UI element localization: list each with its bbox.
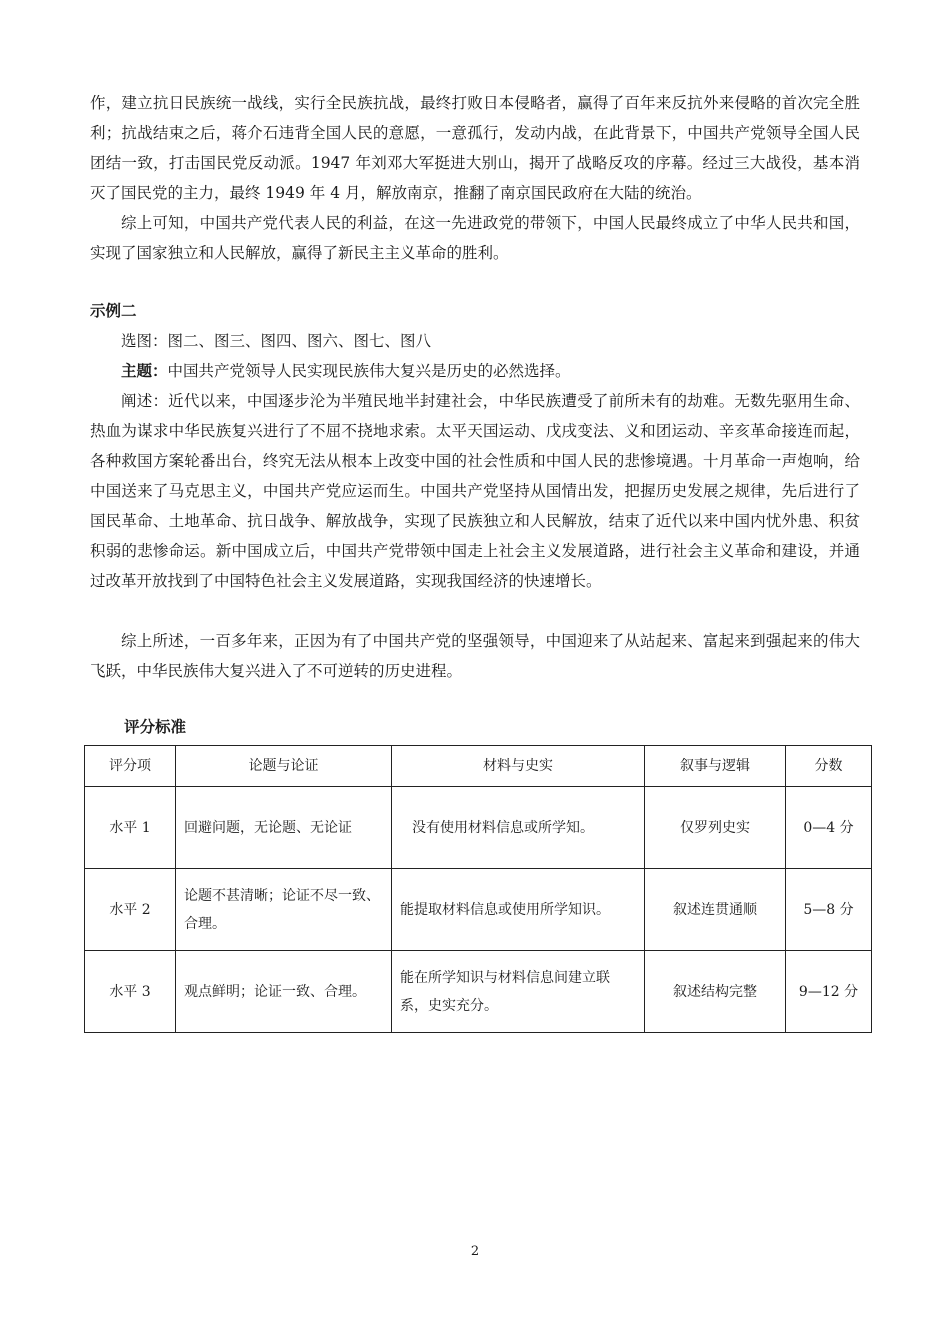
level-cell: 水平 2 <box>85 869 176 951</box>
table-row <box>85 869 872 951</box>
header-cell: 分数 <box>786 746 872 787</box>
theme-line <box>90 356 860 386</box>
selected-figures: 选图：图二、图三、图四、图六、图七、图八 <box>121 332 432 350</box>
argument-cell: 论题不甚清晰；论证不尽一致、合理。 <box>176 869 392 951</box>
header-cell: 评分项 <box>85 746 176 787</box>
material-cell: 能在所学知识与材料信息间建立联系，史实充分。 <box>392 951 645 1033</box>
header-cell: 叙事与逻辑 <box>645 746 786 787</box>
scoring-title: 评分标准 <box>124 718 187 736</box>
score-cell: 0—4 分 <box>786 787 872 869</box>
theme-label: 主题： <box>121 362 168 380</box>
conclusion-paragraph: 综上所述，一百多年来，正因为有了中国共产党的坚强领导，中国迎来了从站起来、富起来到强起来的伟大飞跃，中华民族伟大复兴进入了不可逆转的历史进程。 <box>90 632 860 680</box>
narrative-cell: 仅罗列史实 <box>645 787 786 869</box>
scoring-table <box>84 745 872 1033</box>
page-number: 2 <box>470 1244 480 1259</box>
theme-text: 中国共产党领导人民实现民族伟大复兴是历史的必然选择。 <box>167 362 571 380</box>
example-heading: 示例二 <box>90 302 137 320</box>
paragraph-summary: 综上可知，中国共产党代表人民的利益，在这一先进政党的带领下，中国人民最终成立了中华人民共和国，实现了国家独立和人民解放，赢得了新民主主义革命的胜利。 <box>90 214 860 262</box>
table-header-row <box>85 746 872 787</box>
material-cell: 能提取材料信息或使用所学知识。 <box>392 869 645 951</box>
paragraph-continuation: 作，建立抗日民族统一战线，实行全民族抗战，最终打败日本侵略者，赢得了百年来反抗外来侵略的首次完全胜利；抗战结束之后，蒋介石违背全国人民的意愿，一意孤行，发动内战，在此背景下，中国共产党领导全国人民团结一致，打击国民党反动派。1947 年刘邓大军挺进大别山，揭开了战略反攻的序幕。经过三大战役，基本消灭了国民党的主力，最终 1949 年 4 月，解放南京，推翻了南京国民政府在大陆的统治。 <box>90 94 860 202</box>
level-cell: 水平 3 <box>85 951 176 1033</box>
narrative-cell: 叙述连贯通顺 <box>645 869 786 951</box>
table-row <box>85 951 872 1033</box>
argument-cell: 观点鲜明；论证一致、合理。 <box>176 951 392 1033</box>
narrative-cell: 叙述结构完整 <box>645 951 786 1033</box>
argument-cell: 回避问题，无论题、无论证 <box>176 787 392 869</box>
header-cell: 材料与史实 <box>392 746 645 787</box>
score-cell: 9—12 分 <box>786 951 872 1033</box>
elaboration-paragraph: 阐述：近代以来，中国逐步沦为半殖民地半封建社会，中华民族遭受了前所未有的劫难。无数先驱用生命、热血为谋求中华民族复兴进行了不屈不挠地求索。太平天国运动、戊戌变法、义和团运动、辛亥革命接连而起，各种救国方案轮番出台，终究无法从根本上改变中国的社会性质和中国人民的悲惨境遇。十月革命一声炮响，给中国送来了马克思主义，中国共产党应运而生。中国共产党坚持从国情出发，把握历史发展之规律，先后进行了国民革命、土地革命、抗日战争、解放战争，实现了民族独立和人民解放，结束了近代以来中国内忧外患、积贫积弱的悲惨命运。新中国成立后，中国共产党带领中国走上社会主义发展道路，进行社会主义革命和建设，并通过改革开放找到了中国特色社会主义发展道路，实现我国经济的快速增长。 <box>90 392 860 590</box>
score-cell: 5—8 分 <box>786 869 872 951</box>
level-cell: 水平 1 <box>85 787 176 869</box>
table-row <box>85 787 872 869</box>
material-cell: 没有使用材料信息或所学知。 <box>392 787 645 869</box>
header-cell: 论题与论证 <box>176 746 392 787</box>
